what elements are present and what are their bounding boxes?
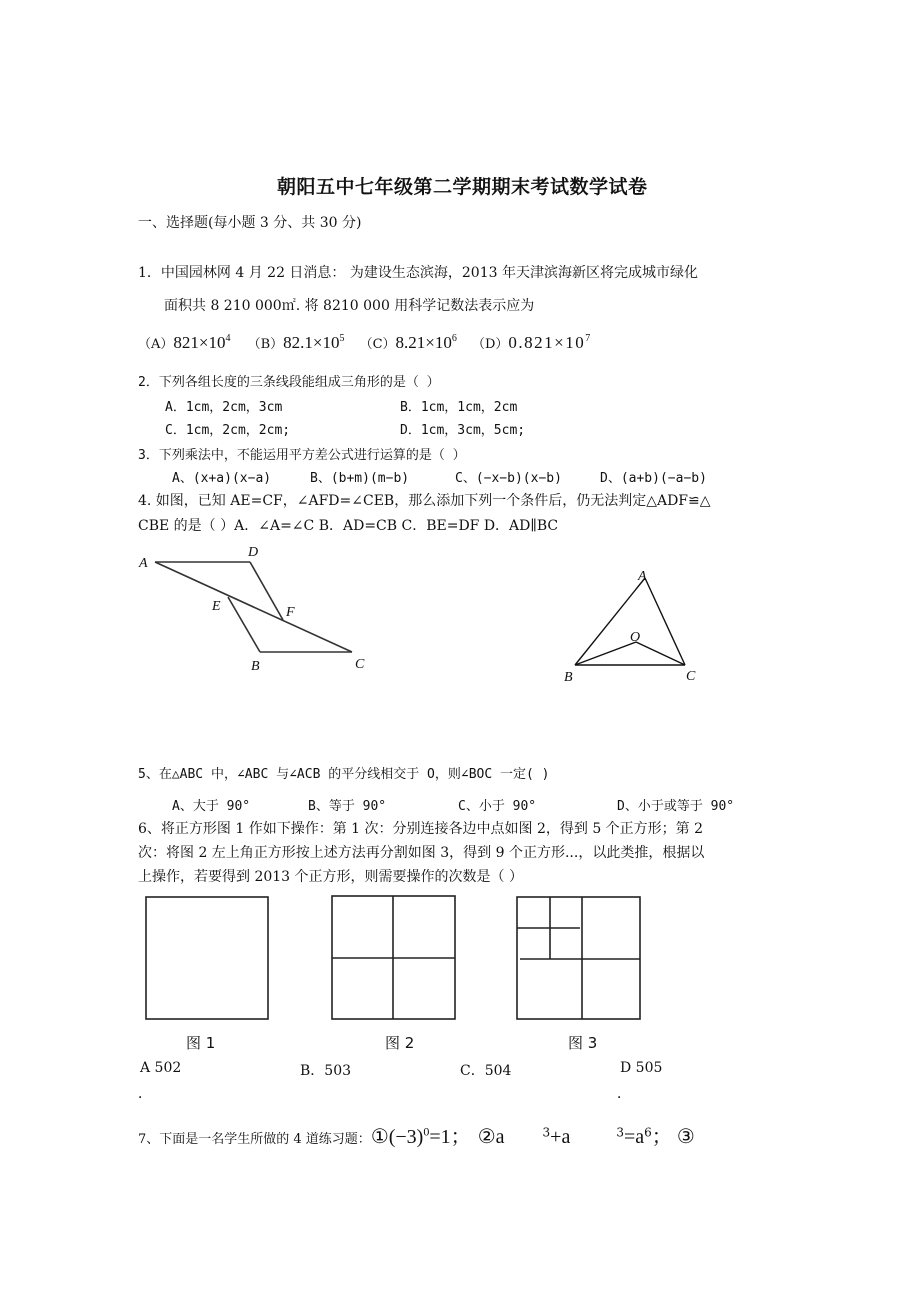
figure-2 <box>332 896 455 1019</box>
q6-line2: 次：将图 2 左上角正方形按上述方法再分割如图 3，得到 9 个正方形...，以此类推，根据以 <box>138 845 705 861</box>
q3-option-d: D、(a+b)(−a−b) <box>600 471 707 486</box>
option-value: 82.1×10 <box>283 333 340 352</box>
q1-option-a <box>138 333 236 352</box>
segment-df <box>250 562 283 620</box>
q5-stem: 5、在△ABC 中，∠ABC 与∠ACB 的平分线相交于 O，则∠BOC 一定( ) <box>138 767 550 782</box>
q2-option-a: A．1cm，2cm，3cm <box>165 400 283 415</box>
q2-stem: 2．下列各组长度的三条线段能组成三角形的是（ ） <box>138 375 440 390</box>
q1-option-d <box>472 333 590 352</box>
option-label: （C） <box>359 337 396 352</box>
option-exponent: 7 <box>585 333 591 344</box>
q6-option-d: D 505 <box>620 1060 663 1076</box>
q1-option-c <box>360 333 462 352</box>
q3-option-b: B、(b+m)(m−b) <box>310 471 410 486</box>
point-label-a: A <box>638 569 647 584</box>
q1-options <box>138 333 590 353</box>
q7-item-2-eq: =a <box>623 1126 645 1148</box>
option-exponent: 6 <box>451 333 457 344</box>
q7-item-2-exp2: 3 <box>616 1125 624 1140</box>
figure-3-square <box>517 897 640 1019</box>
q7-item-1-tail: =1； <box>429 1126 471 1148</box>
point-label-e: E <box>212 599 221 614</box>
q7-item-2-tail: ； <box>651 1126 672 1148</box>
q5-option-a: A、大于 90° <box>172 799 251 814</box>
section-heading: 一、选择题(每小题 3 分、共 30 分) <box>138 215 362 231</box>
q6-option-b: B．503 <box>300 1063 352 1079</box>
option-label: （B） <box>247 337 284 352</box>
q7-item-2-exp3: 6 <box>644 1125 652 1140</box>
q6-option-c: C．504 <box>460 1063 512 1079</box>
q4-figure <box>130 540 390 690</box>
segment-oc <box>636 642 685 665</box>
q5-option-b: B、等于 90° <box>308 799 387 814</box>
figure-3-caption: 图 3 <box>568 1034 598 1052</box>
figure-1-caption: 图 1 <box>186 1034 216 1052</box>
point-label-f: F <box>286 605 295 620</box>
figure-2-caption: 图 2 <box>385 1034 415 1052</box>
q6-option-a: A 502 <box>140 1060 182 1076</box>
point-label-c: C <box>686 669 696 684</box>
point-label-a: A <box>139 556 148 571</box>
q7-item-3: ③ <box>676 1126 695 1148</box>
q7-prefix: 7、下面是一名学生所做的 4 道练习题： <box>138 1132 371 1147</box>
q7-item-1-exp: 0 <box>423 1124 430 1139</box>
q7-item-2-a: ②a <box>477 1126 505 1148</box>
figure-3 <box>517 897 640 1019</box>
segment-ac <box>645 578 685 665</box>
q2-option-d: D．1cm，3cm，5cm; <box>400 423 526 438</box>
point-label-d: D <box>248 545 259 560</box>
option-label: （A） <box>138 337 174 352</box>
q5-option-d: D、小于或等于 90° <box>617 799 735 814</box>
q7-item-2-exp1: 3 <box>542 1125 551 1140</box>
q7-item-2-plus: +a <box>550 1126 571 1148</box>
q6-option-a-dot: ． <box>138 1086 152 1102</box>
question-7 <box>138 1120 695 1149</box>
q2-option-b: B．1cm，1cm，2cm <box>400 400 518 415</box>
q6-option-d-dot: ． <box>617 1086 631 1102</box>
segment-eb <box>228 597 260 652</box>
point-label-c: C <box>355 657 365 672</box>
option-value: 821×10 <box>173 333 226 352</box>
q4-line2: CBE 的是（ ）A．∠A=∠C B．AD=CB C．BE=DF D．AD∥BC <box>138 518 559 534</box>
option-value: 0.821×10 <box>508 333 586 352</box>
q6-line1: 6、将正方形图 1 作如下操作：第 1 次：分别连接各边中点如图 2，得到 5 个正方形；第 2 <box>138 821 704 837</box>
q6-figures <box>140 890 660 1030</box>
figure-1-square <box>146 897 268 1019</box>
q3-option-c: C、(−x−b)(x−b) <box>455 471 562 486</box>
option-exponent: 5 <box>339 333 345 344</box>
q5-figure <box>555 560 715 690</box>
q2-option-c: C．1cm，2cm，2cm; <box>165 423 291 438</box>
point-label-o: O <box>630 630 641 645</box>
q7-item-1: ①(−3) <box>370 1126 424 1148</box>
q3-option-a: A、(x+a)(x−a) <box>172 471 272 486</box>
page-title: 朝阳五中七年级第二学期期末考试数学试卷 <box>277 176 648 198</box>
q5-option-c: C、小于 90° <box>458 799 537 814</box>
point-label-b: B <box>251 659 260 674</box>
point-label-b: B <box>564 670 573 685</box>
q1-line1: 1．中国园林网 4 月 22 日消息： 为建设生态滨海，2013 年天津滨海新区将完成城市绿化 <box>138 265 698 281</box>
q6-line3: 上操作，若要得到 2013 个正方形，则需要操作的次数是（ ） <box>138 869 523 885</box>
option-exponent: 4 <box>225 333 231 344</box>
option-value: 8.21×10 <box>395 333 452 352</box>
q1-option-b <box>248 333 350 352</box>
segment-ac <box>155 562 352 652</box>
q4-line1: 4. 如图，已知 AE=CF，∠AFD=∠CEB，那么添加下列一个条件后，仍无法判定△ADF≌△ <box>138 493 711 509</box>
q3-stem: 3．下列乘法中，不能运用平方差公式进行运算的是（ ） <box>138 448 466 463</box>
q1-line2: 面积共 8 210 000㎡. 将 8210 000 用科学记数法表示应为 <box>164 298 535 314</box>
option-label: （D） <box>471 337 509 352</box>
